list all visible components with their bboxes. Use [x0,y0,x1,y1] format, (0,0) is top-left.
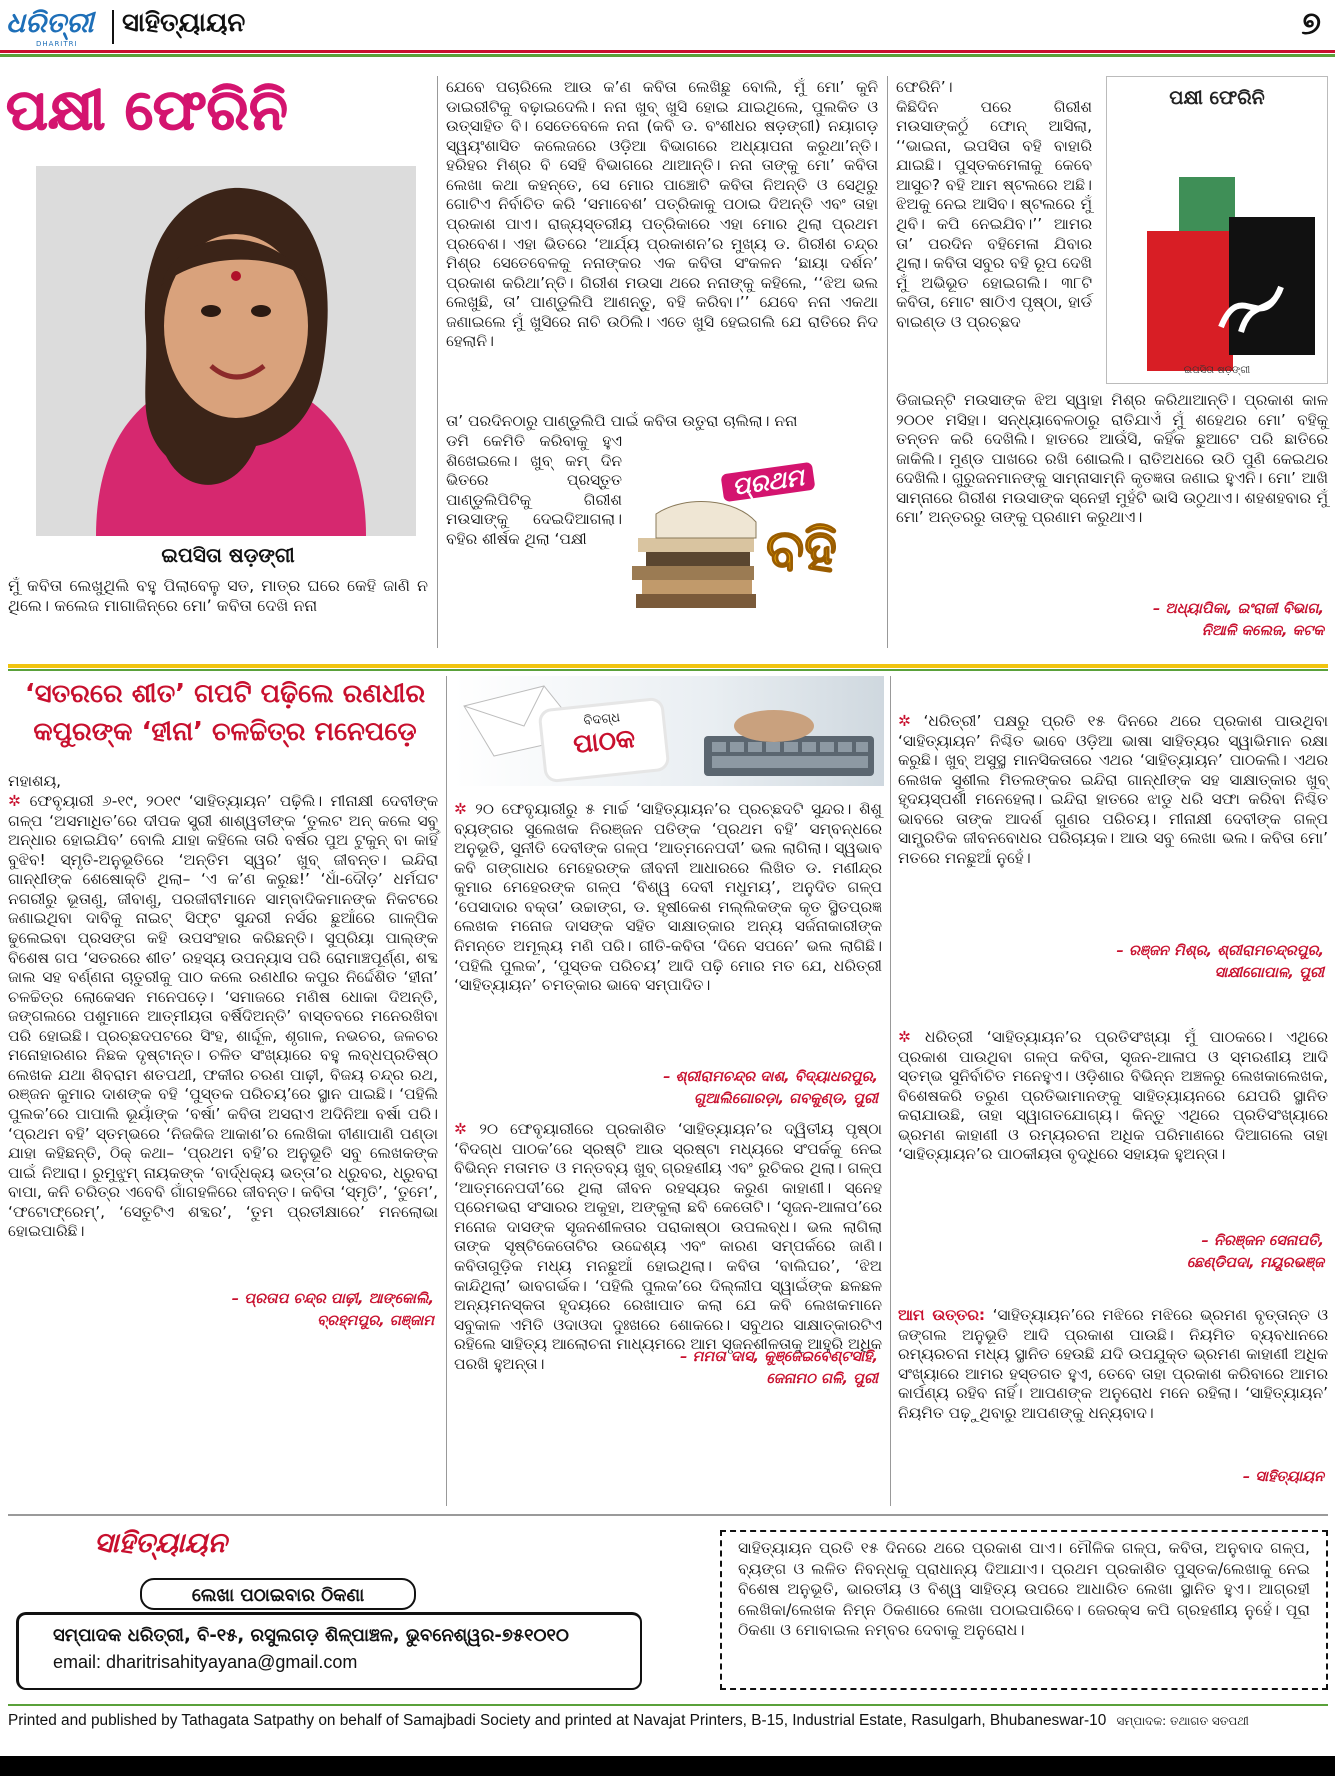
letter-3-signature-2: ଜେନାମଠ ଗଳି, ପୁରୀ [766,1371,878,1387]
letter-1-signature-2: ବ୍ରହ୍ମପୁର, ଗଞ୍ଜାମ [317,1313,434,1329]
feature-col3b-text: ଡିଜାଇନ୍‌ଟି ମଉସାଙ୍କ ଝିଅ ସ୍ୱାହା ମିଶ୍ର କରିଥାଆନ୍ତି। ପ୍ରକାଶ କାଳ ୨୦୦୧ ମସିହା। ସନ୍ଧ୍ୟାବେଳଠାରୁ ରାତିଯାଏଁ ମୁଁ ଶହେଥର ମୋ’ ବହିକୁ ତନ୍ତନ କରି ଦେଖିଲି। ହାତରେ ଆଉଁସି, କହିଁକ ଛୁଆଟେ ପରି ଛାତିରେ ଜାକିଲି। ମୁଣ୍ଡ ପାଖରେ ରଖି ଶୋଇଲି। ରାତିଅଧରେ ଉଠି ପୁଣି କେଇଥର ଦେଖିଲି। ଗୁରୁଜନମାନଙ୍କୁ ସାମ୍ନାସାମ୍ନି କୃତଜ୍ଞତା ଜଣାଇ ହୁଏନି। ମୋ’ ଆଖି ସାମ୍ନାରେ ଗିରୀଶ ମଉସାଙ୍କ ସ୍ନେହୀ ମୁହଁଟି ଭାସି ଉଠୁଥାଏ। ଶହଶହବାର ମୁଁ ମୋ’ ଅନ୍ତରରୁ ତାଙ୍କୁ ପ୍ରଣାମ କରୁଥାଏ। [896,391,1328,527]
imprint-text: Printed and published by Tathagata Satpathy on behalf of Samajbadi Society and printed at Navajat Printers, B-15, Industrial Estate, Rasulgarh, Bhubaneswar-10 [8,1712,1107,1729]
book-cover-author: ଇପସିତା ଷଡ଼ଙ୍ଗୀ [1183,365,1251,376]
editor-reply-signature: – ସାହିତ୍ୟାୟନ [1242,1469,1324,1485]
editor-reply-label: ଆମ ଉତ୍ତର: [898,1306,986,1324]
header-rule-green [0,54,1335,57]
section-title: ସାହିତ୍ୟାୟନ [122,8,246,38]
editor-reply-text: ‘ସାହିତ୍ୟାୟନ’ରେ ମଝିରେ ମଝିରେ ଭ୍ରମଣ ବୃତ୍ତାନ୍ତ ଓ ଜଙ୍ଗଲ ଅନୁଭୂତି ଆଦି ପ୍ରକାଶ ପାଉଛି। ନିୟମିତ ବ୍ୟବଧାନରେ ରମ୍ୟରଚନା ମଧ୍ୟ ସ୍ଥାନିତ ହେଉଛି ଯଦି ଉପଯୁକ୍ତ ଭ୍ରମଣ କାହାଣୀ ଅଧିକ ସଂଖ୍ୟାରେ ଆମର ହସ୍ତଗତ ହୁଏ, ତେବେ ତାହା ପ୍ରକାଶ କରିବାରେ ଆମର କାର୍ପଣ୍ୟ ରହିବ ନାହିଁ। ଆପଣଙ୍କ ଅନୁରୋଧ ମନେ ରହିଲା। ‘ସାହିତ୍ୟାୟନ’ ନିୟମିତ ପଢ଼ୁଥିବାରୁ ଆପଣଙ୍କୁ ଧନ୍ୟବାଦ। [898,1306,1328,1422]
envelope-keyboard-icon [454,676,884,786]
reader-badge-bottom: ପାଠକ [571,723,637,761]
letter-2-text: ୨୦ ଫେବୃୟାରୀରୁ ୫ ମାର୍ଚ୍ଚ ‘ସାହିତ୍ୟାୟନ’ର ପ୍ରଚ୍ଛଦଟି ସୁନ୍ଦର। ଶିଶୁ ବ୍ୟଙ୍ଗର ସୁଲେଖକ ନିରଞ୍ଜନ ପତିଙ୍କ ‘ପ୍ରଥମ ବହି’ ସମ୍ବନ୍ଧରେ ଅନୁଭୂତି, ସୁନୀତି ଦେବୀଙ୍କ ଗଳ୍ପ ‘ଆତ୍ମନେପଦୀ’ ଭଲ ଲାଗିଲା। ସ୍ୱଭାବ କବି ଗଙ୍ଗାଧର ମେହେରଙ୍କ ଜୀବନୀ ଆଧାରରେ ଲିଖିତ ଡ. ମଣୀନ୍ଦ୍ର କୁମାର ମେହେରଙ୍କ ଗଳ୍ପ ‘ବିଶ୍ୱ ଦେବୀ ମଧୁମୟ’, ଅନୁଦିତ ଗଳ୍ପ ‘ପେସାଦାର ବକ୍ତା’ ଉଚ୍ଚାଙ୍ଗ, ଡ. ହୃଷୀକେଶ ମଲ୍ଲିକଙ୍କ କୃତ ସ୍ଥିତପ୍ରଜ୍ଞ ଲେଖକ ମନୋଜ ଦାସଙ୍କ ସହିତ ସାକ୍ଷାତ୍କାର ଅନ୍ୟ ସର୍ଜନାକାରୀଙ୍କ ନିମନ୍ତେ ଅମୂଲ୍ୟ ମଣି ପରି। ଗୀତି-କବିତା ‘ଦିନେ ସପନେ’ ଭଲ ଲାଗିଛି। ‘ପହିଲି ପୁଲକ’, ‘ପୁସ୍ତକ ପରିଚୟ’ ଆଦି ପଢ଼ି ମୋର ମତ ଯେ, ଧରିତ୍ରୀ ‘ସାହିତ୍ୟାୟନ’ ଚମତ୍କାର ଭାବେ ସମ୍ପାଦିତ। [454,800,882,995]
mid-rule-green [8,669,1328,671]
reader-badge-illustration [454,676,884,786]
divider-top-2 [887,76,888,648]
letters-bottom-rule [8,1514,1328,1516]
masthead-logo-sub: DHARITRI [36,40,78,48]
imprint [8,1712,1332,1730]
feature-col2b-text: ତା’ ପରଦିନଠାରୁ ପାଣ୍ଡୁଲିପି ପାଇଁ କବିତା ଉତୁରା ଚାଲିଲା। ନନା [446,412,798,430]
letter-4-signature-1: – ରଞ୍ଜନ ମିଶ୍ର, ଶ୍ରୀରାମଚନ୍ଦ୍ରପୁର, [1116,943,1324,959]
feature-col1-text: ମୁଁ କବିତା ଲେଖୁଥିଲି ବହୁ ପିଲାବେଳୁ ସତ, ମାତ୍ର ଘରେ କେହି ଜାଣି ନ ଥିଲେ। କଲେଜ ମାଗାଜିନ୍‌ରେ ମୋ’ କବିତା ଦେଖି ନନା [8,576,428,616]
letters-headline-line2: କପୁରଙ୍କ ‘ହୀନା’ ଚଳଚ୍ଚିତ୍ର ମନେପଡ଼େ [33,717,417,747]
letter-5-signature-2: ଛେଣ୍ଡିପଦା, ମୟୂରଭଞ୍ଜ [1186,1255,1324,1271]
mid-rule-yellow [8,664,1328,668]
star-icon: ✲ [454,1120,480,1138]
reader-badge [541,700,667,780]
star-icon: ✲ [898,1028,926,1046]
letter-2-signature-2: ଗୁଆଲିଗୋରଡ଼ା, ଗବକୁଣ୍ଡ, ପୁରୀ [693,1091,878,1107]
editor-reply [898,1306,1328,1423]
feature-col2-text: ଯେବେ ପଚାରିଲେ ଆଉ କ’ଣ କବିତା ଲେଖିଛୁ ବୋଲି, ମୁଁ ମୋ’ କୁନି ଡାଇରୀଟିକୁ ବଢ଼ାଇଦେଲି। ନନା ଖୁବ୍ ଖୁସି ହୋଇ ଯାଇଥିଲେ, ପୁଲକିତ ଓ ଉତ୍ସାହିତ ବି। ସେତେବେଳେ ନନା (କବି ଡ. ବଂଶୀଧର ଷଡ଼ଙ୍ଗୀ) ନୟାଗଡ଼ ସ୍ୱୟଂଶାସିତ କଲେଜରେ ଓଡ଼ିଆ ବିଭାଗରେ ଅଧ୍ୟାପନା କରୁଥା’ନ୍ତି। ହରିହର ମିଶ୍ର ବି ସେହି ବିଭାଗରେ ଥାଆନ୍ତି। ନନା ତାଙ୍କୁ ମୋ’ କବିତା ଲେଖା କଥା କହନ୍ତେ, ସେ ମୋର ପାଞ୍ଚୋଟି କବିତା ନିଅନ୍ତି ଓ ସେଥିରୁ ଗୋଟିଏ ନିର୍ବାଚିତ କରି ‘ସମାବେଶ’ ପତ୍ରିକାକୁ ପଠାଇ ଦିଅନ୍ତି ଏବଂ ତାହା ପ୍ରକାଶ ପାଏ। ରାଜ୍ୟସ୍ତରୀୟ ପତ୍ରିକାରେ ଏହା ମୋର ଥିଲା ପ୍ରଥମ ପ୍ରବେଶ। ଏହା ଭିତରେ ‘ଆର୍ଯ୍ୟ ପ୍ରକାଶନ’ର ମୁଖ୍ୟ ଡ. ଗିରୀଶ ଚନ୍ଦ୍ର ମିଶ୍ର ସେତେବେଳକୁ ନନାଙ୍କର ଏକ କବିତା ସଂକଳନ ‘ଛାୟା ଦର୍ଶନ’ ପ୍ରକାଶ କରିଥା’ନ୍ତି। ଗିରୀଶ ମଉସା ଥରେ ନନାଙ୍କୁ କହିଲେ, ‘‘ଝିଅ ଭଲ ଲେଖୁଛି, ତା’ ପାଣ୍ଡୁଲିପି ଆଣନ୍ତୁ, ବହି କରିବା।’’ ଯେବେ ନନା ଏକଥା ଜଣାଇଲେ ମୁଁ ଖୁସିରେ ନାଚି ଉଠିଲି। ଏତେ ଖୁସି ହେଇଗଲି ଯେ ରାତିରେ ନିଦ ହେଲାନି। [446,78,878,351]
first-book-badge-bottom: ବହି [766,518,837,583]
letter-5 [898,1028,1328,1165]
letter-1 [8,792,438,1242]
first-book-illustration [626,444,872,640]
feature-col3a-text: ଫେରିନି’। କିଛିଦିନ ପରେ ଗିରୀଶ ମଉସାଙ୍କଠୁଁ ଫୋନ୍ ଆସିଲା, ‘‘ଭାଇନା, ଇପସିତା ବହି ବାହାରି ଯାଇଛି। ପୁସ୍ତକମେଳାକୁ କେବେ ଆସୁଚ? ବହି ଆମ ଷ୍ଟଲରେ ଅଛି। ଝିଅକୁ ନେଇ ଆସିବ। ଷ୍ଟଲରେ ମୁଁ ଥିବି। କପି ନେଇଯିବ।’’ ଆମର ତା’ ପରଦିନ ବହିମେଳା ଯିବାର ଥିଲା। କବିତା ସବୁର ବହି ରୂପ ଦେଖି ମୁଁ ଅଭିଭୂତ ହୋଇଗଲି। ୩୮ଟି କବିତା, ମୋଟ ଷାଠିଏ ପୃଷ୍ଠା, ହାର୍ଡ ବାଇଣ୍ଡ ଓ ପ୍ରଚ୍ଛଦ [896,78,1092,331]
feature-col2c-text: ଡମି କେମିତି କରିବାକୁ ହୁଏ ଶିଖେଇଲେ। ଖୁବ୍ କମ୍ ଦିନ ଭିତରେ ପ୍ରସ୍ତୁତ ପାଣ୍ଡୁଲିପିଟିକୁ ଗିରୀଶ ମଉସାଙ୍କୁ ଦେଇଦିଆଗଲା। ବହିର ଶୀର୍ଷକ ଥିଲା ‘ପକ୍ଷୀ [446,432,622,548]
masthead-divider [112,10,114,44]
footer-notice: ସାହିତ୍ୟାୟନ ପ୍ରତି ୧୫ ଦିନରେ ଥରେ ପ୍ରକାଶ ପାଏ। ମୌଳିକ ଗଳ୍ପ, କବିତା, ଅନୁବାଦ ଗଳ୍ପ, ବ୍ୟଙ୍ଗ ଓ ଲଳିତ ନିବନ୍ଧକୁ ପ୍ରାଧାନ୍ୟ ଦିଆଯାଏ। ପ୍ରଥମ ପ୍ରକାଶିତ ପୁସ୍ତକ/ଲେଖାକୁ ନେଇ ବିଶେଷ ଅନୁଭୂତି, ଭାରତୀୟ ଓ ବିଶ୍ୱ ସାହିତ୍ୟ ଉପରେ ଆଧାରିତ ଲେଖା ସ୍ଥାନିତ ହୁଏ। ଆଗ୍ରହୀ ଲେଖିକା/ଲେଖକ ନିମ୍ନ ଠିକଣାରେ ଲେଖା ପଠାଇପାରିବେ। ଜେରକ୍ସ କପି ଗ୍ରହଣୀୟ ନୁହେଁ। ପୂରା ଠିକଣା ଓ ମୋବାଇଲ ନମ୍ବର ଦେବାକୁ ଅନୁରୋଧ। [738,1539,1310,1640]
footer-address-label: ଲେଖା ପଠାଇବାର ଠିକଣା [140,1578,416,1610]
letter-1-signature-1: – ପ୍ରତାପ ଚନ୍ଦ୍ର ପାଢ଼ୀ, ଆଙ୍କୋଲି, [231,1291,434,1307]
divider-bottom-1 [446,676,447,1506]
letter-2 [454,800,882,996]
letter-2-signature-1: – ଶ୍ରୀରାମଚନ୍ଦ୍ର ଦାଶ, ବିଦ୍ୟାଧରପୁର, [663,1069,878,1085]
author-portrait-illustration [36,166,416,536]
feature-signature-1: – ଅଧ୍ୟାପିକା, ଇଂରାଜୀ ବିଭାଗ, [1152,601,1324,617]
masthead [0,0,1335,56]
letter-4-signature-2: ସାକ୍ଷୀଗୋପାଳ, ପୁରୀ [1214,965,1324,981]
letter-5-signature-1: – ନିରଞ୍ଜନ ସେନାପତି, [1201,1233,1324,1249]
letters-headline-line1: ‘ସତରରେ ଶୀତ’ ଗପଟି ପଢ଼ିଲେ ରଣଧୀର [24,679,426,709]
book-cover-swirl-icon [1211,257,1301,347]
letter-1-text: ଫେବୃୟାରୀ ୬-୧୯, ୨୦୧୯ ‘ସାହିତ୍ୟାୟନ’ ପଢ଼ିଲି। ମୀନାକ୍ଷୀ ଦେବୀଙ୍କ ଗଳ୍ପ ‘ଅସମାଧିତ’ରେ ଦୀପକ ସ୍ତ୍ରୀ ଶାଶ୍ୱତୀଙ୍କ ‘ତୁଲଟ ଅନ୍ କଲେ ସବୁ ଅନ୍ଧାର ହୋଇଯିବ’ ବୋଲି ଯାହା କହିଲେ ତାରି ବର୍ଷର ପୁଅ ଟୁକୁନ୍ ବା କାହିଁ ବୁଝିବ! ସ୍ମୃତି-ଅନୁଭୂତିରେ ‘ଅନ୍ତିମ ସ୍ୱର’ ଖୁବ୍ ଜୀବନ୍ତ। ଇନ୍ଦିରା ଗାନ୍ଧୀଙ୍କ ଶେଷୋକ୍ତି ଥିଲା– ‘ଏ କ’ଣ କରୁଛ!’ ‘ଧାଁ-ଦୌଡ଼’ ଧର୍ମଘଟ ନଗରୀରୁ ଭୂତାଣୁ, ଜୀବାଣୁ, ପରଜୀବୀମାନେ ସାମ୍ବାଦିକମାନଙ୍କ ନିକଟରେ ଜଣାଇଥିବା ଦାବିକୁ ନାଇଟ୍ ସିଫ୍‌ଟ ସୁନ୍ଦରୀ ନର୍ସର ଛୁଆଁରେ ଗାଳ୍ପିକ ଢୁଲେଇବା ପ୍ରସଙ୍ଗ କହି ଉପସଂହାର କରିଛନ୍ତି। ସୁପ୍ରିୟା ପାଲ୍‌ଙ୍କ ବିଶେଷ ଗପ ‘ସତରରେ ଶୀତ’ ରହସ୍ୟ ଉପନ୍ୟାସ ପରି ରୋମାଞ୍ଚପୂର୍ଣ୍ଣ, ଶବ୍ଦ ଜାଲ ସହ ବର୍ଣ୍ଣନା ଚାତୁରୀକୁ ପାଠ କଲେ ରଣଧୀର କପୁର ନିର୍ଦ୍ଦେଶିତ ‘ହୀନା’ ଚଳଚ୍ଚିତ୍ର ଲୋକେସନ ମନେପଡ଼େ। ‘ସମାଜରେ ମଣିଷ ଧୋକା ଦିଅନ୍ତି, ଜଙ୍ଗଲରେ ପଶୁମାନେ ଆତ୍ମୀୟତା ବର୍ଷିଦିଅନ୍ତି’ ବାସ୍ତବରେ ମନେରଖିବା ପରି ହୋଇଛି। ପ୍ରଚ୍ଛଦପଟରେ ସିଂହ, ଶାର୍ଦ୍ଦୂଳ, ଶୃଗାଳ, ନଭଚର, ଜଳଚର ମନୋହାରଣର ନିଛକ ଦୃଷ୍ଟାନ୍ତ। ଚଳିତ ସଂଖ୍ୟାରେ ବହୁ ଲବ୍ଧପ୍ରତିଷ୍ଠ ଲେଖକ ଯଥା ଶିବରାମ ଶତପଥୀ, ଫକୀର ଚରଣ ପାଢ଼ୀ, ବିଜୟ ଚନ୍ଦ୍ର ରଥ, ରଞ୍ଜନ କୁମାର ଦାଶଙ୍କ ବହି ‘ପୁସ୍ତକ ପରିଚୟ’ରେ ସ୍ଥାନ ପାଇଛି। ‘ପହିଲି ପୁଲକ’ରେ ପାପାଲି ଭୂୟାଁଙ୍କ ‘ବର୍ଷା’ କବିତା ଅସରାଏ ଅଦିନିଆ ବର୍ଷା ପରି। ‘ପ୍ରଥମ ବହି’ ସ୍ତମ୍ଭରେ ‘ନିଜକିଜ ଆକାଶ’ର ଲେଖିକା ବୀଣାପାଣି ପଣ୍ଡା ଯାହା କହିଛନ୍ତି, ଠିକ୍ କଥା– ‘ପ୍ରଥମ ବହି’ର ଅନୁଭୂତି ସବୁ ଲେଖକଙ୍କ ପାଇଁ ନିଆରା। ରୁମୁଝୁମ୍ ନାୟକଙ୍କ ‘ବାର୍ଦ୍ଧକ୍ୟ ଭତ୍ତା’ର ଧ୍ରୁବର, ଧ୍ରୁବରା ବାପା, କନି ଚରିତ୍ର ଏବେବି ଗାଁଗହଳିରେ ଜୀବନ୍ତ। କବିତା ‘ସ୍ମୃତି’, ‘ତୁମେ’, ‘ଫଟୋଫ୍ରେମ୍’, ‘ସେତୁଟିଏ ଶବ୍ଦର’, ‘ତୁମ ପ୍ରତୀକ୍ଷାରେ’ ମନଲୋଭା ହୋଇପାରିଛି। [8,792,438,1241]
letter-3-signature-1: – ମମତା ଦାସ, କୁଞ୍ଜେଇବେଣ୍ଟସାହି, [680,1349,878,1365]
letter-4-text: ‘ଧରିତ୍ରୀ’ ପକ୍ଷରୁ ପ୍ରତି ୧୫ ଦିନରେ ଥରେ ପ୍ରକାଶ ପାଉଥିବା ‘ସାହିତ୍ୟାୟନ’ ନିଶ୍ଚିତ ଭାବେ ଓଡ଼ିଆ ଭାଷା ସାହିତ୍ୟର ସ୍ୱାଭିମାନ ରକ୍ଷା କରୁଛି। ଖୁବ୍ ଅସୁସ୍ଥ ମାନସିକତାରେ ଏଥର ‘ସାହିତ୍ୟାୟନ’ ପାଠକଲି। ଏଥର ଲେଖକ ସୁଶୀଲ ମିତଲଙ୍କର ଇନ୍ଦିରା ଗାନ୍ଧୀଙ୍କ ସହ ସାକ୍ଷାତ୍କାର ଖୁବ୍ ହୃଦୟସ୍ପର୍ଶୀ ମନେହେଲା। ଇନ୍ଦିରା ହାତରେ ଝାଡୁ ଧରି ସଫା କରିବା ନିଶ୍ଚିତ ଭାବରେ ତାଙ୍କ ଆଦର୍ଶ ଗୁଣର ପରିଚୟ। ମୀନାକ୍ଷୀ ଦେବୀଙ୍କ ଗଳ୍ପ ସାମ୍ପ୍ରତିକ ଜୀବନବୋଧର ପରିଚାୟକ। ଆଉ ସବୁ ଲେଖା ଭଲ। କବିତା ମୋ’ ମତରେ ମନଛୁଆଁ ନୁହେଁ। [898,712,1328,867]
author-photo [36,166,416,536]
letters-salutation: ମହାଶୟ, [8,772,62,790]
author-name: ଇପସିତା ଷଡ଼ଙ୍ଗୀ [161,543,295,567]
divider-top-1 [437,76,438,648]
star-icon: ✲ [454,800,476,818]
footer-address-box [16,1612,642,1690]
footer-address: ସମ୍ପାଦକ ଧରିତ୍ରୀ, ବି-୧୫, ରସୁଲଗଡ଼ ଶିଳ୍ପାଞ୍ଚଳ, ଭୁବନେଶ୍ୱର-୭୫୧୦୧୦ [53,1625,569,1646]
letter-4 [898,712,1328,869]
masthead-logo [6,6,106,50]
page-number: ୭ [1301,4,1321,42]
footer-rule-green [8,1704,1328,1706]
divider-bottom-2 [890,676,891,1506]
footer-logo: ସାହିତ୍ୟାୟନ [94,1526,227,1559]
letter-5-text: ଧରିତ୍ରୀ ‘ସାହିତ୍ୟାୟନ’ର ପ୍ରତିସଂଖ୍ୟା ମୁଁ ପାଠକରେ। ଏଥିରେ ପ୍ରକାଶ ପାଉଥିବା ଗଳ୍ପ କବିତା, ସୃଜନ-ଆଳାପ ଓ ସ୍ମରଣୀୟ ଆଦି ସ୍ତମ୍ଭ ସୁନିର୍ବାଚିତ ମନେହୁଏ। ଓଡ଼ିଶାର ବିଭିନ୍ନ ଅଞ୍ଚଳରୁ ଲେଖକାଲେଖକ, ବିଶେଷକରି ତରୁଣ ପ୍ରତିଭାମାନଙ୍କୁ ସାହିତ୍ୟାୟନରେ ଯେପରି ସ୍ଥାନିତ କରାଯାଉଛି, ତାହା ସ୍ୱାଗତଯୋଗ୍ୟ। କିନ୍ତୁ ଏଥିରେ ପ୍ରତିସଂଖ୍ୟାରେ ଭ୍ରମଣ କାହାଣୀ ଓ ରମ୍ୟରଚନା ଅଧିକ ପରିମାଣରେ ଦିଆଗଲେ ତାହା ‘ସାହିତ୍ୟାୟନ’ର ପାଠକୀୟତା ବୃଦ୍ଧିରେ ସହାୟକ ହୁଅନ୍ତା। [898,1028,1328,1164]
first-book-badge-top: ପ୍ରଥମ [720,462,815,503]
masthead-logo-text: ଧରିତ୍ରୀ [6,6,94,39]
star-icon: ✲ [898,712,924,730]
letter-3 [454,1120,882,1374]
imprint-editor: ସମ୍ପାଦକ: ତଥାଗତ ସତପଥୀ [1116,1714,1249,1728]
letter-3-text: ୨୦ ଫେବୃୟାରୀରେ ପ୍ରକାଶିତ ‘ସାହିତ୍ୟାୟନ’ର ଦ୍ୱିତୀୟ ପୃଷ୍ଠା ‘ବିଦଗ୍ଧ ପାଠକ’ରେ ସ୍ରଷ୍ଟି ଆଉ ସ୍ରଷ୍ଟା ମଧ୍ୟରେ ସଂପର୍କକୁ ନେଇ ବିଭିନ୍ନ ମତାମତ ଓ ମନ୍ତବ୍ୟ ଖୁବ୍ ଗ୍ରହଣୀୟ ଏବଂ ରୁଚିକର ଥିଲା। ଗଳ୍ପ ‘ଆତ୍ମନେପଦୀ’ରେ ଥିଲା ଜୀବନ ରହସ୍ୟର କରୁଣ କାହାଣୀ। ସ୍ନେହ ପ୍ରେମଭରା ସଂସାରର ଅକୁହା, ଅଙ୍କୁଲା ଛବି କେତୋଟି। ‘ସୃଜନ-ଆଳାପ’ରେ ମନୋଜ ଦାସଙ୍କ ସୃଜନଶୀଳତାର ପରାକାଷ୍ଠା ଉପଲବ୍ଧ। ଭଲ ଲାଗିଲା ତାଙ୍କ ସୃଷ୍ଟିକେତୋଟିର ଉଦ୍ଦେଶ୍ୟ ଏବଂ କାରଣ ସମ୍ପର୍କରେ ଜାଣି। କବିତାଗୁଡ଼ିକ ମଧ୍ୟ ମନଛୁଆଁ ହୋଇଥିଲା। କବିତା ‘ବାଲିଘର’, ‘ଝିଅ କାନ୍ଦିଥିଲା’ ଭାବଗର୍ଭକ। ‘ପହିଲି ପୁଲକ’ରେ ଦିଲ୍ଲୀପ ସ୍ୱାଇଁଙ୍କ ଛଳଛଳ ଅନ୍ୟମନସ୍କତା ହୃଦୟରେ ରେଖାପାତ କଲା ଯେ କବି ଲେଖକମାନେ ସବୁକାଳ ଏମିତି ଓଦାଓଦା ଦୁଃଖରେ ଶୋକରେ। ସବୁଥର ସାକ୍ଷାତ୍କାରଟିଏ ରହିଲେ ସାହିତ୍ୟ ଆଲୋଚନା ମାଧ୍ୟମରେ ଆମ ସୃଜନଶୀଳତାକୁ ଆହୁରି ଅଧିକ ପରଖି ହୁଅନ୍ତା। [454,1120,882,1373]
footer-email: email: dharitrisahityayana@gmail.com [53,1652,358,1672]
feature-title: ପକ୍ଷୀ ଫେରିନି [6,78,288,143]
footer-notice-box [720,1530,1328,1690]
header-rule-red [0,50,1335,53]
book-cover-title: ପକ୍ଷୀ ଫେରିନି [1169,87,1265,109]
reader-badge-top: ବିଦଗ୍ଧ [582,710,621,729]
feature-signature-2: ନିଆଳି କଲେଜ, କଟକ [1201,623,1324,639]
star-icon: ✲ [8,792,30,810]
bottom-bar [0,1756,1335,1776]
book-cover-image [1106,76,1328,384]
